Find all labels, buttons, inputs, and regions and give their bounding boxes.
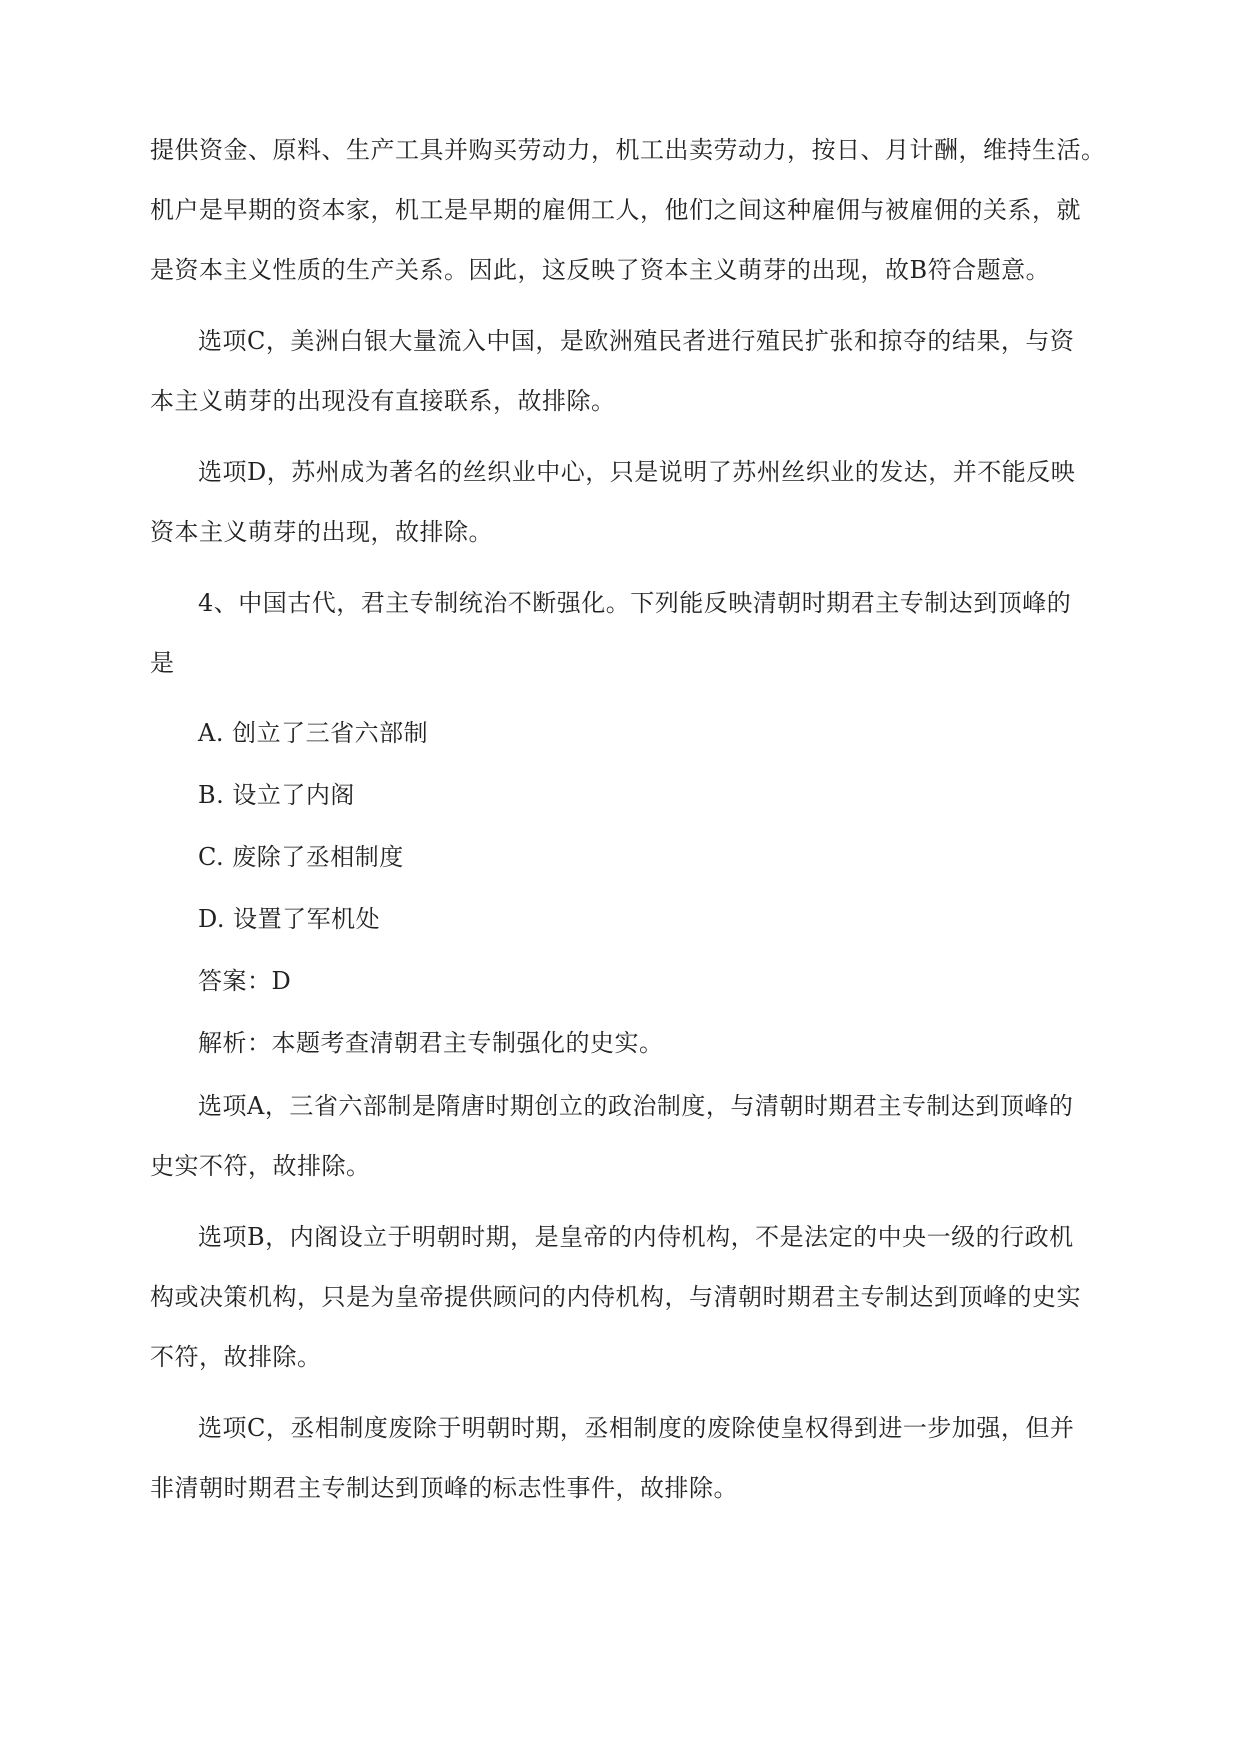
text-line: 资本主义萌芽的出现，故排除。 <box>150 518 493 546</box>
text-line: 选项D，苏州成为著名的丝织业中心，只是说明了苏州丝织业的发达，并不能反映 <box>198 458 1076 486</box>
question-stem: 4、中国古代，君主专制统治不断强化。下列能反映清朝时期君主专制达到顶峰的 <box>198 589 1072 617</box>
text-line: 选项A，三省六部制是隋唐时期创立的政治制度，与清朝时期君主专制达到顶峰的 <box>198 1092 1074 1120</box>
text-line: 选项C，美洲白银大量流入中国，是欧洲殖民者进行殖民扩张和掠夺的结果，与资 <box>198 327 1075 355</box>
text-line: 选项B，内阁设立于明朝时期，是皇帝的内侍机构，不是法定的中央一级的行政机 <box>198 1223 1074 1251</box>
text-line: 是资本主义性质的生产关系。因此，这反映了资本主义萌芽的出现，故B符合题意。 <box>150 256 1051 284</box>
text-line: 史实不符，故排除。 <box>150 1152 371 1180</box>
text-line: 非清朝时期君主专制达到顶峰的标志性事件，故排除。 <box>150 1474 738 1502</box>
text-line: 本主义萌芽的出现没有直接联系，故排除。 <box>150 387 616 415</box>
question-stem: 是 <box>150 649 175 677</box>
option-d: D. 设置了军机处 <box>198 905 381 933</box>
text-line: 不符，故排除。 <box>150 1343 322 1371</box>
answer: 答案：D <box>198 967 292 995</box>
option-c: C. 废除了丞相制度 <box>198 843 404 871</box>
text-line: 选项C，丞相制度废除于明朝时期，丞相制度的废除使皇权得到进一步加强，但并 <box>198 1414 1075 1442</box>
text-line: 提供资金、原料、生产工具并购买劳动力，机工出卖劳动力，按日、月计酬，维持生活。 <box>150 136 1106 164</box>
text-line: 机户是早期的资本家，机工是早期的雇佣工人，他们之间这种雇佣与被雇佣的关系，就 <box>150 196 1081 224</box>
option-a: A. 创立了三省六部制 <box>198 719 429 747</box>
option-b: B. 设立了内阁 <box>198 781 355 809</box>
analysis-heading: 解析：本题考查清朝君主专制强化的史实。 <box>198 1029 664 1057</box>
text-line: 构或决策机构，只是为皇帝提供顾问的内侍机构，与清朝时期君主专制达到顶峰的史实 <box>150 1283 1081 1311</box>
